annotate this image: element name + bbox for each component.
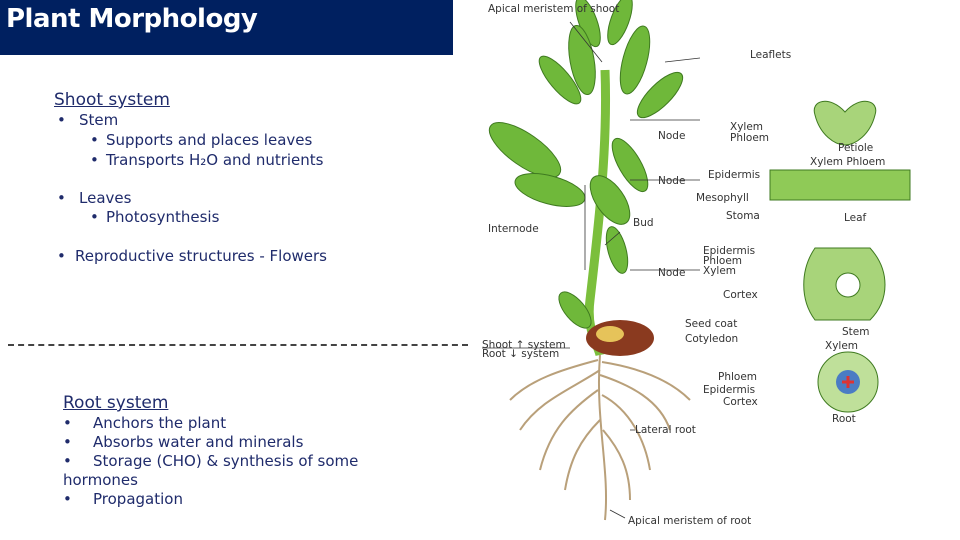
label-cotyledon: Cotyledon xyxy=(685,333,739,345)
roots-group xyxy=(510,355,690,520)
root-item-label: Storage (CHO) & synthesis of some hormones xyxy=(63,452,359,489)
shoot-item-stem: • Stem xyxy=(57,111,119,129)
shoot-sub-item: • Supports and places leaves xyxy=(90,131,313,149)
label-root-system: Root ↓ system xyxy=(482,348,560,360)
label-node-3: Node xyxy=(658,267,686,279)
shoot-item-leaves: • Leaves xyxy=(57,189,132,207)
shoot-sub-label: Supports and places leaves xyxy=(106,131,313,149)
title-bar xyxy=(0,0,453,55)
cotyledon-shape xyxy=(596,326,624,342)
label-leaf: Leaf xyxy=(844,212,867,224)
label-internode: Internode xyxy=(488,223,539,235)
label-xylem-root: Xylem xyxy=(825,340,859,352)
shoot-item-label: Reproductive structures - Flowers xyxy=(75,247,327,265)
label-phloem-stem: Phloem xyxy=(703,255,743,267)
plant-diagram xyxy=(470,0,960,540)
root-item-label: Anchors the plant xyxy=(93,414,227,432)
label-mesophyll: Mesophyll xyxy=(696,192,749,204)
shoot-sub-label: Transports H₂O and nutrients xyxy=(106,151,324,169)
label-apical-root: Apical meristem of root xyxy=(628,515,752,527)
root-item: • Anchors the plant xyxy=(63,414,227,432)
petiole-section xyxy=(814,101,876,145)
label-stoma: Stoma xyxy=(726,210,760,222)
shoot-item-label: Stem xyxy=(79,111,119,129)
label-cortex-root: Cortex xyxy=(723,396,758,408)
leaves-group xyxy=(481,0,689,333)
label-node-2: Node xyxy=(658,175,686,187)
label-epidermis-root: Epidermis xyxy=(703,384,756,396)
root-item: • Absorbs water and minerals xyxy=(63,433,304,451)
label-xylem-top: Xylem xyxy=(730,121,764,133)
shoot-sub-label: Photosynthesis xyxy=(106,208,220,226)
label-epidermis-stem: Epidermis xyxy=(703,245,756,257)
shoot-item-label: Leaves xyxy=(79,189,132,207)
label-lateral-root: Lateral root xyxy=(635,424,696,436)
label-bud: Bud xyxy=(633,217,654,229)
label-xylem-stem: Xylem xyxy=(703,265,737,277)
label-phloem-top: Phloem xyxy=(730,132,770,144)
root-heading: Root system xyxy=(63,393,169,413)
label-epidermis-leaf: Epidermis xyxy=(708,169,761,181)
root-item-label: Propagation xyxy=(93,490,183,508)
label-leaflets: Leaflets xyxy=(750,49,792,61)
root-item: • Storage (CHO) & synthesis of some hormones xyxy=(63,452,359,489)
root-list xyxy=(63,414,393,509)
shoot-sub-item: • Photosynthesis xyxy=(90,208,220,226)
label-apical-shoot: Apical meristem of shoot xyxy=(488,3,620,15)
label-cortex-stem: Cortex xyxy=(723,289,758,301)
shoot-heading: Shoot system xyxy=(54,90,170,110)
stem-pith xyxy=(836,273,860,297)
root-item-label: Absorbs water and minerals xyxy=(93,433,304,451)
root-item: • Propagation xyxy=(63,490,183,508)
label-root: Root xyxy=(832,413,856,425)
shoot-item-reproductive: • Reproductive structures - Flowers xyxy=(57,247,327,265)
shoot-sub-item: • Transports H₂O and nutrients xyxy=(90,151,324,169)
leaf-section xyxy=(770,170,910,200)
shoot-root-divider xyxy=(8,344,468,346)
label-xylem-phloem: Xylem Phloem xyxy=(810,156,886,168)
page-title: Plant Morphology xyxy=(6,4,258,34)
label-stem: Stem xyxy=(842,326,870,338)
label-shoot-system: Shoot ↑ system xyxy=(482,339,566,351)
label-phloem-root: Phloem xyxy=(718,371,758,383)
label-node-1: Node xyxy=(658,130,686,142)
label-seed-coat: Seed coat xyxy=(685,318,738,330)
label-petiole: Petiole xyxy=(838,142,874,154)
